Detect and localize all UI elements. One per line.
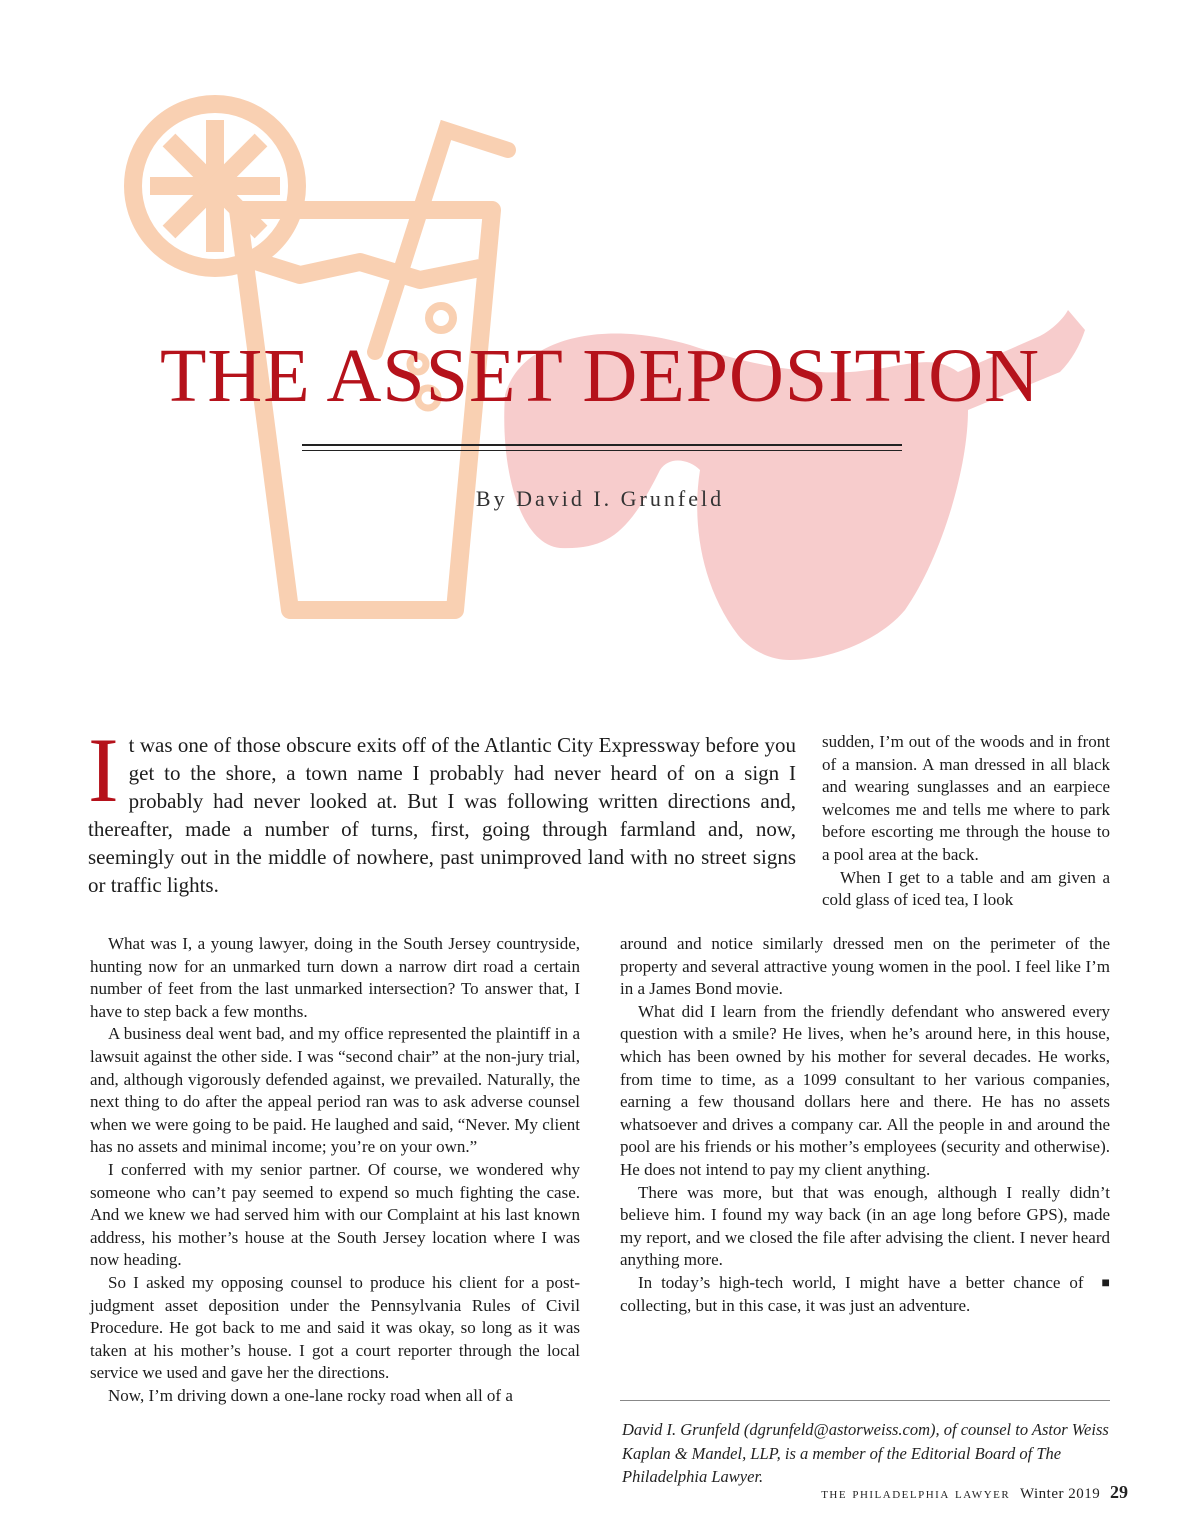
paragraph: A business deal went bad, and my office represented the plaintiff in a lawsuit against the other side. I was “second chair” at the non-jury trial, and, although vigorously defended against, we prevailed. Naturally, the next thing to do after the appeal period ran was to ask adverse counsel when we were going to be paid. He laughed and said, “Never. My client has no assets and minimal income; you’re on your own.” (90, 1024, 581, 1157)
paragraph: There was more, but that was enough, although I really didn’t believe him. I found my way back (in an age long before GPS), made my report, and we closed the file after advising the client. I never heard anything more. (620, 1182, 1110, 1270)
left-column (90, 933, 580, 1407)
paragraph: Now, I’m driving down a one-lane rocky road when all of a (108, 1385, 513, 1405)
paragraph: sudden, I’m out of the woods and in front of a mansion. A man dressed in all black and wearing sunglasses and an earpiece welcomes me and tells me where to park before escorting me through the house to a pool area at the back. (822, 732, 1110, 864)
paragraph: What did I learn from the friendly defendant who answered every question with a smile? He lives, when he’s around here, in this house, which has been owned by his mother for several decades. He works, from time to time, as a 1099 consultant to her various companies, earning a few thousand dollars here and there. He has no assets whatsoever and drives a company car. All the people in and around the pool are his friends or his mother’s employees (security and otherwise). He does not intend to pay my client anything. (620, 1001, 1110, 1179)
author-bio: David I. Grunfeld (dgrunfeld@astorweiss.com), of counsel to Astor Weiss Kaplan & Mandel, LLP, is a member of the Editorial Board of The Philadelphia Lawyer. (622, 1420, 1109, 1486)
drop-cap: I (88, 719, 119, 821)
paragraph: I conferred with my senior partner. Of course, we wondered why someone who can’t pay seemed to expend so much fighting the case. And we knew we had served him with our Complaint at his last known address, his mother’s house at the South Jersey location where I was now heading. (90, 1159, 580, 1270)
page-number: 29 (1110, 1482, 1128, 1502)
paragraph: When I get to a table and am given a cold glass of iced tea, I look (822, 867, 1110, 910)
right-top-column (822, 731, 1110, 912)
final-paragraph-text: In today’s high-tech world, I might have a better chance of collecting, but in this case, it was just an adventure. (620, 1272, 1084, 1315)
title-rule-thin (302, 450, 902, 451)
paragraph: So I asked my opposing counsel to produce his client for a post-judgment asset deposition under the Pennsylvania Rules of Civil Procedure. He got back to me and said it was okay, so long as it was taken at his mother’s house. I got a court reporter through the local service we used and gave her the directions. (90, 1272, 580, 1383)
publication-name: the philadelphia lawyer (821, 1486, 1011, 1502)
paragraph: What was I, a young lawyer, doing in the South Jersey countryside, hunting now for an unmarked turn down a narrow dirt road a certain number of feet from the last unmarked intersection? To answer that, I have to step back a few months. (90, 934, 580, 1021)
citrus-slice-icon (133, 104, 297, 268)
bio-divider (620, 1400, 1110, 1401)
page-footer (821, 1482, 1128, 1503)
byline: By David I. Grunfeld (475, 486, 725, 511)
title-rule-thick (302, 444, 902, 446)
lead-text: t was one of those obscure exits off of the Atlantic City Expressway before you get to the shore, a town name I probably had never heard of on a sign I probably had never looked at. But I was following written directions and, thereafter, made a number of turns, first, going through farmland and, now, seemingly out in the middle of nowhere, past unimproved land with no street signs or traffic lights. (88, 733, 796, 897)
paragraph: around and notice similarly dressed men on the perimeter of the property and several attractive young women in the pool. I feel like I’m in a James Bond movie. (620, 934, 1110, 999)
right-column (620, 933, 1110, 1317)
end-mark-icon: ■ (1101, 1275, 1110, 1291)
article-title: THE ASSET DEPOSITION (160, 334, 1040, 418)
final-paragraph (620, 1272, 1110, 1317)
lead-paragraph (88, 719, 796, 899)
issue-date: Winter 2019 (1019, 1486, 1101, 1502)
